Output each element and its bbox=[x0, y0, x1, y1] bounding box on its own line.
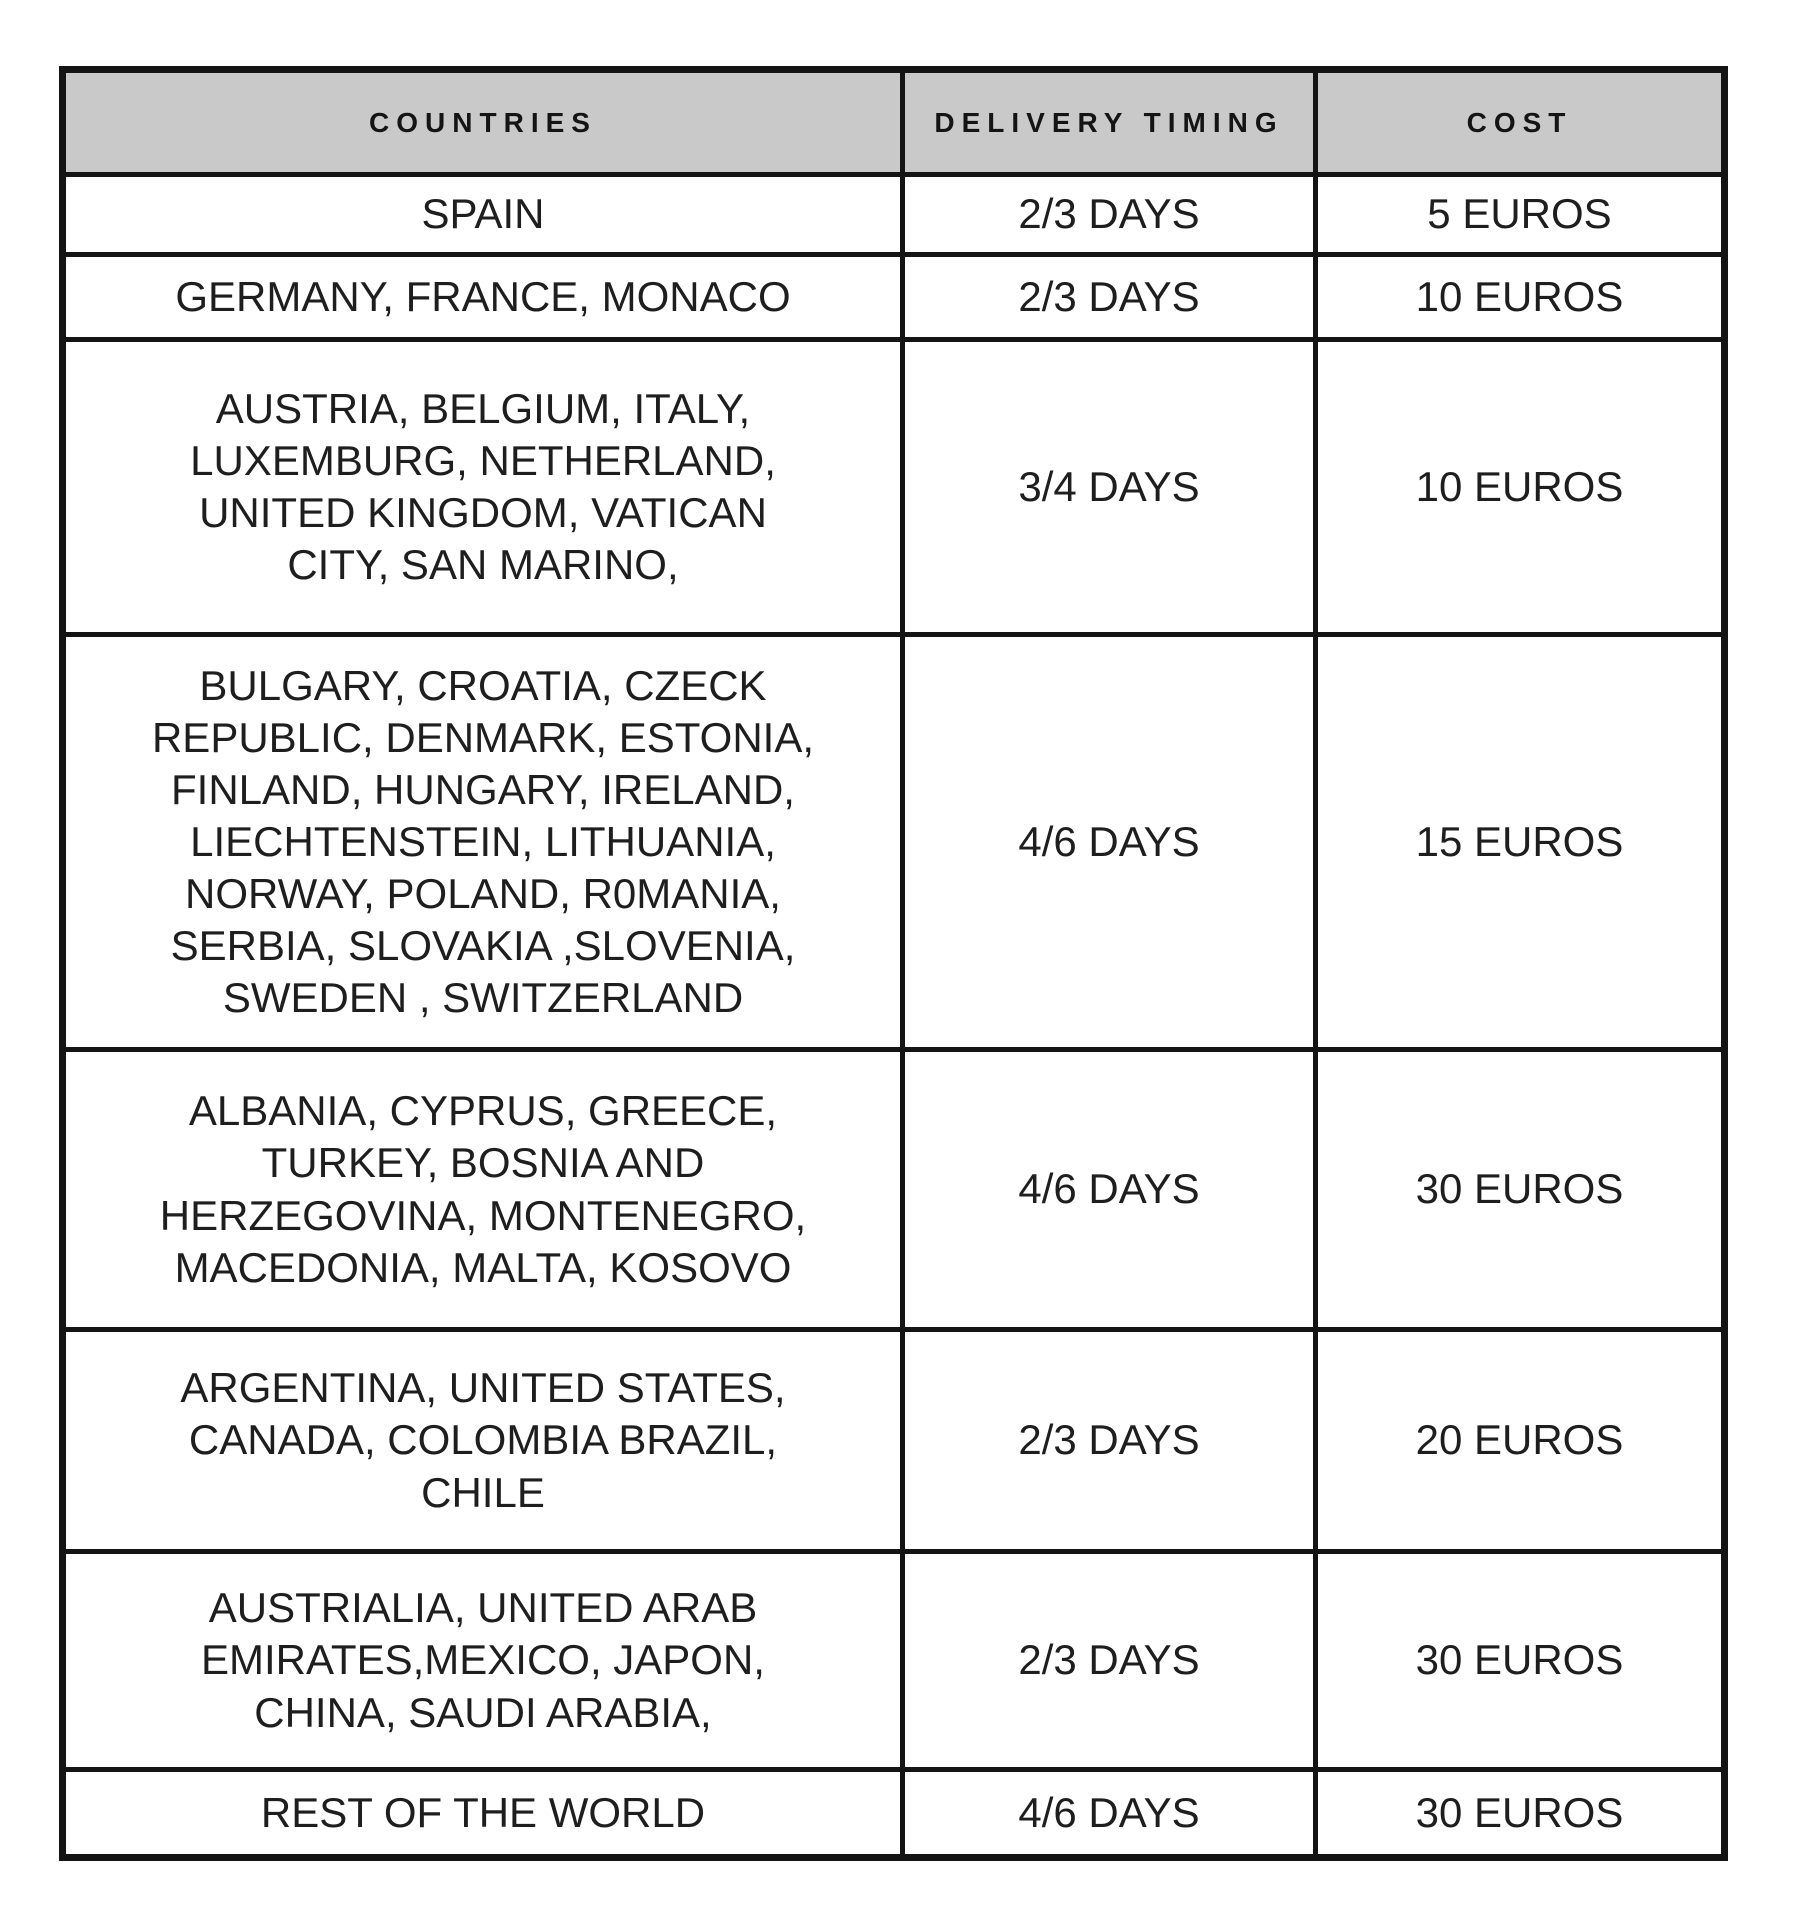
cost-cell: 30 EUROS bbox=[1316, 1552, 1725, 1770]
countries-cell: BULGARY, CROATIA, CZECK REPUBLIC, DENMARK, ESTONIA, FINLAND, HUNGARY, IRELAND, LIECHTENSTEIN, LITHUANIA, NORWAY, POLAND, R0MANIA, SERBIA, SLOVAKIA ,SLOVENIA, SWEDEN , SWITZERLAND bbox=[63, 635, 903, 1050]
header-cell-delivery-timing: DELIVERY TIMING bbox=[903, 70, 1316, 175]
delivery-timing-cell: 2/3 DAYS bbox=[903, 1552, 1316, 1770]
cost-cell: 30 EUROS bbox=[1316, 1770, 1725, 1858]
delivery-timing-cell: 3/4 DAYS bbox=[903, 340, 1316, 635]
header-cell-cost: COST bbox=[1316, 70, 1725, 175]
countries-cell: REST OF THE WORLD bbox=[63, 1770, 903, 1858]
delivery-timing-cell: 4/6 DAYS bbox=[903, 635, 1316, 1050]
header-cell-countries: COUNTRIES bbox=[63, 70, 903, 175]
delivery-timing-cell: 4/6 DAYS bbox=[903, 1770, 1316, 1858]
countries-cell: ARGENTINA, UNITED STATES, CANADA, COLOMBIA BRAZIL, CHILE bbox=[63, 1330, 903, 1552]
cost-cell: 5 EUROS bbox=[1316, 175, 1725, 255]
cost-cell: 30 EUROS bbox=[1316, 1050, 1725, 1330]
delivery-timing-cell: 4/6 DAYS bbox=[903, 1050, 1316, 1330]
cost-cell: 10 EUROS bbox=[1316, 255, 1725, 340]
header-row bbox=[63, 70, 1725, 175]
cost-cell: 10 EUROS bbox=[1316, 340, 1725, 635]
countries-cell: SPAIN bbox=[63, 175, 903, 255]
countries-cell: GERMANY, FRANCE, MONACO bbox=[63, 255, 903, 340]
cost-cell: 15 EUROS bbox=[1316, 635, 1725, 1050]
delivery-timing-cell: 2/3 DAYS bbox=[903, 175, 1316, 255]
table-row bbox=[63, 1050, 1725, 1330]
table-row bbox=[63, 1770, 1725, 1858]
table-row bbox=[63, 175, 1725, 255]
countries-cell: AUSTRIA, BELGIUM, ITALY, LUXEMBURG, NETHERLAND, UNITED KINGDOM, VATICAN CITY, SAN MARINO, bbox=[63, 340, 903, 635]
cost-cell: 20 EUROS bbox=[1316, 1330, 1725, 1552]
table-row bbox=[63, 1330, 1725, 1552]
table-row bbox=[63, 340, 1725, 635]
table-row bbox=[63, 1552, 1725, 1770]
table-row bbox=[63, 635, 1725, 1050]
shipping-costs-table bbox=[59, 66, 1728, 1861]
table-row bbox=[63, 255, 1725, 340]
countries-cell: ALBANIA, CYPRUS, GREECE, TURKEY, BOSNIA AND HERZEGOVINA, MONTENEGRO, MACEDONIA, MALTA, KOSOVO bbox=[63, 1050, 903, 1330]
delivery-timing-cell: 2/3 DAYS bbox=[903, 1330, 1316, 1552]
delivery-timing-cell: 2/3 DAYS bbox=[903, 255, 1316, 340]
countries-cell: AUSTRIALIA, UNITED ARAB EMIRATES,MEXICO, JAPON, CHINA, SAUDI ARABIA, bbox=[63, 1552, 903, 1770]
